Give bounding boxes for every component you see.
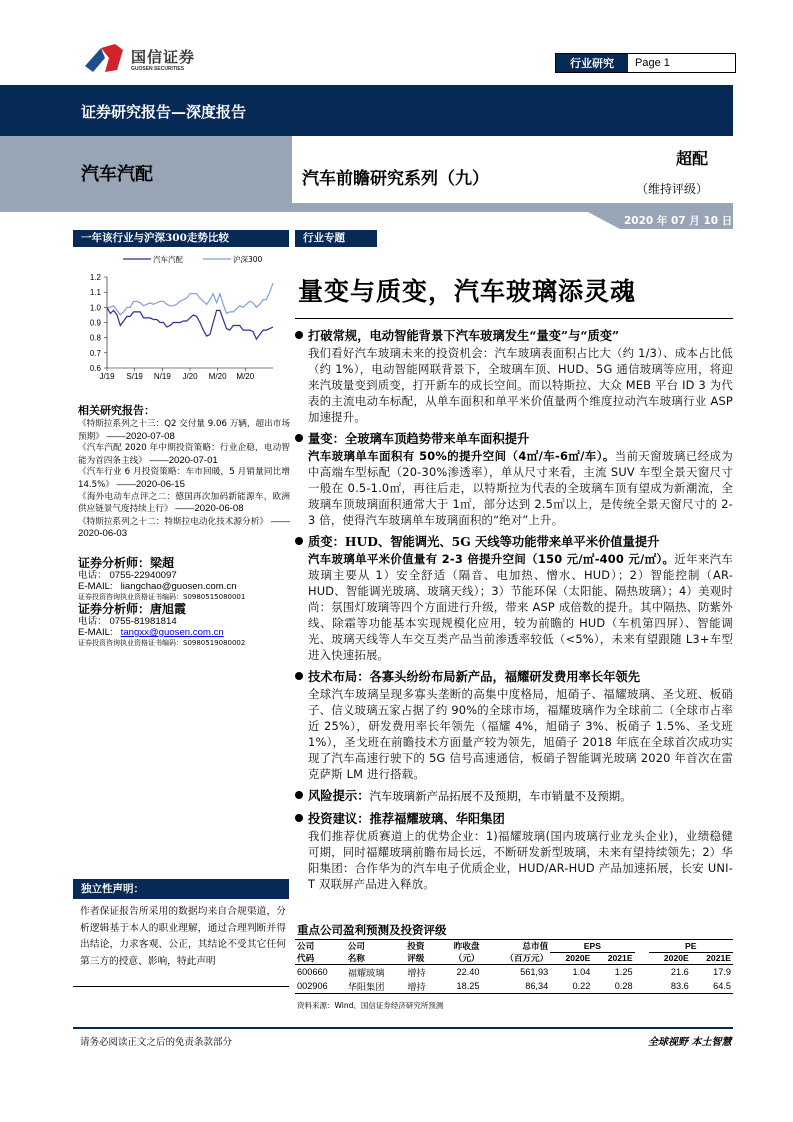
risk-body: 汽车玻璃新产品拓展不及预期，车市销量不及预期。: [369, 789, 632, 803]
slogan: 全球视野 本土智慧: [648, 1037, 732, 1048]
related-title: 相关研究报告：: [78, 404, 155, 417]
related-reports: [78, 402, 290, 541]
divider: [295, 318, 733, 319]
bullet-icon: [295, 434, 303, 442]
section-body: 当前天窗玻璃已经成为中高端车型标配（20-30%渗透率），单从尺寸来看，主流 SUV 车型全景天窗尺寸一般在 0.5-1.0㎡，再往后走，以特斯拉为代表的全玻璃车顶有望成为新潮流，全玻璃车顶玻璃面积通常大于 1㎡，部分达到 2.5㎡以上，是传统全景天窗尺寸的 2-3 倍，使得汽车玻璃单车玻璃面积的“绝对”上升。: [308, 449, 733, 527]
report-type-band: [0, 85, 733, 136]
y-tick-label: 0.9: [89, 318, 101, 328]
table-row: [295, 979, 733, 994]
y-tick-label: 1.1: [89, 288, 101, 298]
bullet-icon: [295, 814, 303, 822]
analysts: [78, 556, 290, 648]
x-tick-label: S/19: [126, 372, 143, 381]
table-cell: 86,34: [525, 981, 549, 991]
table-cell: 17.9: [713, 967, 731, 977]
section: [295, 430, 733, 528]
series-line-auto: [107, 307, 273, 339]
report-date: 2020 年 07 月 10 日: [624, 215, 733, 227]
report-type: 证券研究报告—深度报告: [81, 103, 247, 121]
legend-label: 沪深300: [233, 255, 263, 264]
logo-mark-icon: [83, 44, 127, 74]
legend-label: 汽车汽配: [153, 255, 183, 264]
independence-heading: 独立性声明：: [73, 879, 289, 899]
x-tick-label: J/19: [99, 372, 115, 381]
analyst: 证券分析师：唐旭霞 电话： 0755-81981814 E-MAIL: tangxx@guosen.com.cn 证券投资咨询执业资格证书编码：S0980519080002: [78, 602, 246, 647]
rating-note: （维持评级）: [636, 182, 709, 196]
related-report-item: 《汽车汽配 2020 年中期投资策略：行业企稳，电动智能为首四条主线》 ——2020-07-01: [78, 443, 290, 466]
table-cell: 561,93: [520, 967, 549, 977]
series-title: 汽车前瞻研究系列（九）: [302, 169, 489, 189]
y-tick-label: 1.2: [89, 273, 101, 282]
y-tick-label: 1.0: [89, 303, 101, 313]
table-cell: 002906: [297, 981, 328, 991]
forecast-table: 公司 公司 投资 昨收盘 总市值 EPS PE 代码 名称 评级 （元） （百万元） 2020E 2021E 2020E 2021E 600660 福耀玻璃 增持 22.40 561,93 1.04 1.25 21.6 17.9 002906 华阳集团 增持 18.25 86,34 0.22 0.28 83.6 64.5: [297, 940, 731, 993]
rating: 超配: [676, 149, 709, 168]
advice-title: 投资建议：推荐福耀玻璃、华阳集团: [308, 811, 505, 826]
bullet-icon: [295, 672, 303, 680]
table-cell: 增持: [407, 982, 426, 993]
header-tag-box: [555, 53, 736, 73]
x-tick-label: M/20: [208, 372, 227, 381]
independence-text: 作者保证报告所采用的数据均来自合规渠道，分析逻辑基于本人的职业理解，通过合理判断并得出结论，力求客观、公正，其结论不受其它任何第三方的授意、影响，特此声明: [80, 906, 286, 967]
table-cell: 1.04: [572, 967, 591, 977]
y-tick-label: 0.6: [89, 364, 101, 373]
table-cell: 21.6: [670, 967, 689, 977]
table-cell: 华阳集团: [347, 982, 385, 993]
chart-heading: 一年该行业与沪深300走势比较: [73, 230, 289, 247]
risk-title: 风险提示：: [308, 788, 370, 803]
section-title: 技术布局：各寡头纷纷布局新产品，福耀研发费用率长年领先: [308, 669, 641, 684]
related-report-item: 《汽车行业 6 月投资策略：车市回暖，5 月销量同比增 14.5%》 ——2020-06-15: [78, 467, 290, 490]
divider-strip: [0, 203, 733, 212]
bullet-icon: [295, 537, 303, 545]
risk-section: [295, 787, 733, 805]
disclaimer-note: 请务必阅读正文之后的免责条款部分: [80, 1037, 233, 1048]
section: [295, 668, 733, 782]
section-title: 打破常规，电动智能背景下汽车玻璃发生“量变”与“质变”: [308, 328, 620, 343]
y-tick-label: 0.8: [89, 333, 101, 343]
trend-chart: [73, 250, 289, 385]
table-cell: 福耀玻璃: [347, 968, 385, 979]
analyst: 证券分析师：梁超 电话： 0755-22940097 E-MAIL: liangchao@guosen.com.cn 证券投资咨询执业资格证书编码：S0980515080001: [78, 556, 246, 601]
table-cell: 83.6: [670, 981, 689, 991]
advice-body: 我们推荐优质赛道上的优势企业：1)福耀玻璃(国内玻璃行业龙头企业)，业绩稳健可期，同时福耀玻璃前瞻布局长远，不断研发新型玻璃，未来有望持续领先；2）华阳集团：合作华为的汽车电子优质企业，HUD/AR-HUD 产品加速拓展，长安 UNI-T 双联屏产品进入释放。: [308, 829, 733, 891]
table-cell: 18.25: [456, 981, 480, 991]
email[interactable]: liangchao@guosen.com.cn: [120, 581, 237, 592]
section-title: 质变：HUD、智能调光、5G 天线等功能带来单平米价值量提升: [308, 534, 660, 549]
bullet-icon: [295, 331, 303, 339]
y-tick-label: 0.7: [89, 348, 101, 358]
topic-tag: 行业专题: [295, 230, 377, 247]
industry-name: 汽车汽配: [81, 164, 153, 185]
table-cell: 600660: [297, 967, 328, 977]
section-title: 量变：全玻璃车顶趋势带来单车面积提升: [308, 431, 530, 446]
email-link[interactable]: tangxx@guosen.com.cn: [120, 627, 224, 638]
footer-divider: [73, 1027, 733, 1029]
table-cell: 增持: [407, 968, 426, 979]
main-content: [295, 327, 733, 897]
section-lead: 汽车玻璃单平米价值量有 2-3 倍提升空间（150 元/㎡-400 元/㎡）。: [308, 552, 675, 566]
x-tick-label: M/20: [236, 372, 255, 381]
page-number: Page 1: [635, 57, 670, 69]
industry-research-tag: 行业研究: [556, 54, 628, 72]
advice-section: [295, 810, 733, 892]
series-line-hs300: [107, 283, 273, 315]
x-tick-label: J/20: [182, 372, 198, 381]
divider: [73, 986, 289, 987]
bullet-icon: [295, 791, 303, 799]
section: [295, 327, 733, 425]
section-body: 我们看好汽车玻璃未来的投资机会：汽车玻璃表面积占比大（约 1/3）、成本占比低（约 1%），电动智能网联背景下，全玻璃车顶、HUD、5G 通信玻璃等应用，将迎来汽玻量变到质变，打开新车的成长空间。而以特斯拉、大众 MEB 平台 ID 3 为代表的主流电动车标配，从单车面积和单平米价值量两个维度拉动汽车玻璃行业 ASP 加速提升。: [308, 346, 733, 424]
industry-band: [0, 136, 292, 206]
section-lead: 汽车玻璃单车面积有 50%的提升空间（4㎡/车-6㎡/车）。: [308, 449, 615, 463]
section-body: 近年来汽车玻璃主要从 1）安全舒适（隔音、电加热、憎水、HUD）；2）智能控制（AR-HUD、智能调光玻璃、玻璃天线）；3）节能环保（太阳能、隔热玻璃）；4）美观时尚：氛围灯玻璃等四个方面进行升级，带来 ASP 成倍数的提升。其中隔热、防紫外线、除霜等功能基本实现规模化应用，较为前瞻的 HUD（车机第四屏）、智能调光、玻璃天线等人车交互类产品当前渗透率较低（<5%），未来有望跟随 L3+车型进入快速拓展。: [308, 552, 733, 662]
table-cell: 0.22: [572, 981, 591, 991]
x-tick-label: N/19: [153, 372, 171, 381]
section: [295, 533, 733, 663]
related-report-item: 《海外电动车点评之二：德国再次加码新能源车，欧洲供应链景气度持续上行》 ——2020-06-08: [78, 491, 290, 515]
table-cell: 1.25: [614, 967, 633, 977]
table-title: 重点公司盈利预测及投资评级: [297, 923, 447, 937]
table-cell: 64.5: [713, 981, 731, 991]
table-row: [295, 965, 733, 980]
section-body: 全球汽车玻璃呈现多寡头垄断的高集中度格局，旭硝子、福耀玻璃、圣戈班、板硝子、信义玻璃五家占据了约 90%的全球市场，福耀玻璃作为全球前二（全球市占率近 25%），研发费用率长年领先（福耀 4%，旭硝子 3%、板硝子 1.5%、圣戈班 1%），圣戈班在前瞻技术方面量产较为领先，旭硝子 2018 年底在全球首次成功实现了汽车高速行驶下的 5G 信号高速通信，板硝子智能调光玻璃 2020 年首次在雷克萨斯 LM 进行搭载。: [308, 687, 733, 781]
table-cell: 0.28: [614, 981, 633, 991]
related-report-item: 《特斯拉系列之十三：Q2 交付量 9.06 万辆，超出市场预期》 ——2020-07-08: [78, 419, 290, 442]
related-report-item: 《特斯拉系列之十二：特斯拉电动化技术源分析》 ——2020-06-03: [78, 515, 290, 540]
guosen-logo: 国信证券 GUOSEN SECURITIES: [83, 44, 203, 74]
headline: 量变与质变，汽车玻璃添灵魂: [298, 277, 637, 306]
table-cell: 22.40: [456, 967, 480, 977]
source-note: 资料来源：Wind、国信证券经济研究所预测: [297, 1001, 444, 1010]
